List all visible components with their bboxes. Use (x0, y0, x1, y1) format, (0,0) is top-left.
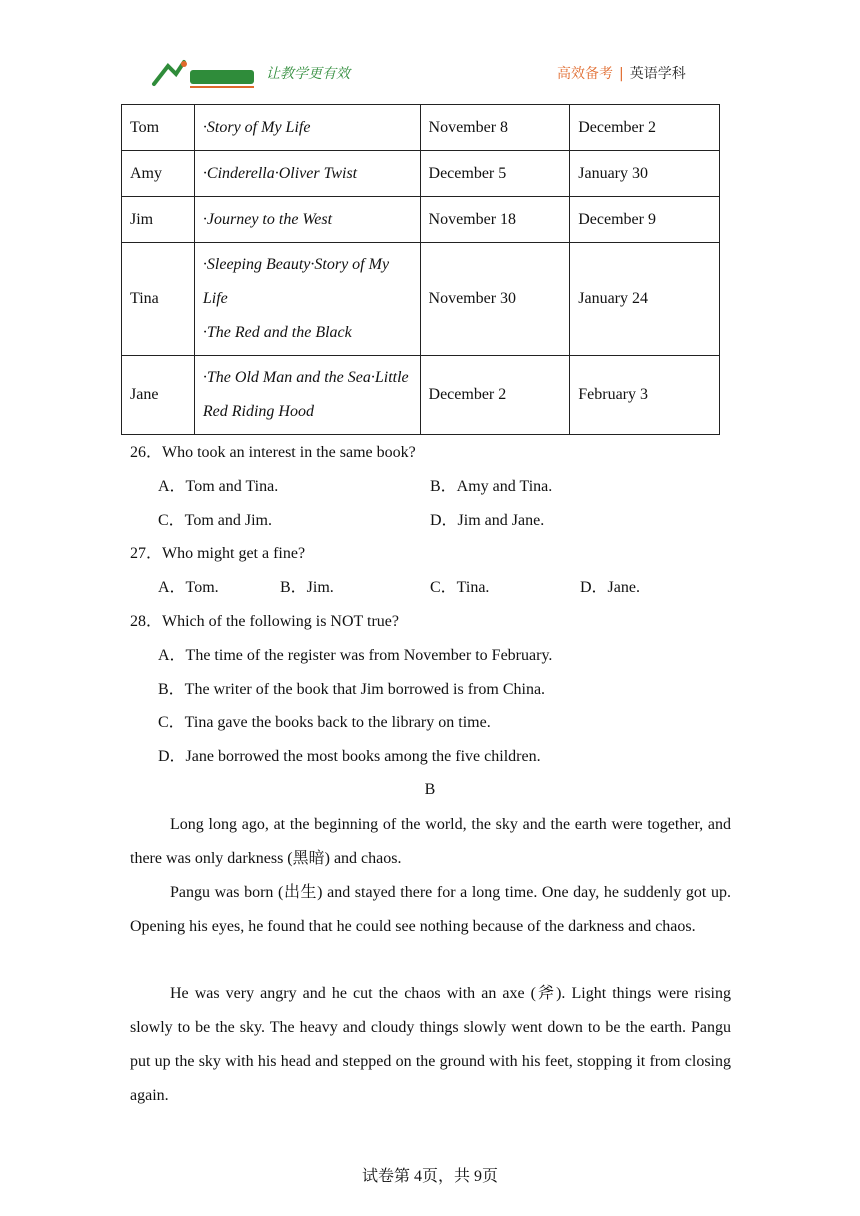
table-cell-name: Jane (122, 356, 195, 435)
table-row (122, 243, 720, 356)
library-loan-table (121, 104, 720, 435)
table-cell-returned: January 24 (570, 243, 720, 356)
book-line: ·Journey to the West (202, 210, 333, 228)
brand-right: 英语学科 (629, 66, 686, 82)
table-cell-returned: December 9 (570, 197, 720, 243)
table-cell-books (194, 151, 420, 197)
table-cell-name: Jim (122, 197, 195, 243)
table-row (122, 105, 720, 151)
question-27-option-b: B．Jim. (280, 579, 334, 596)
table-cell-name: Tina (122, 243, 195, 356)
table-cell-returned: February 3 (570, 356, 720, 435)
question-27-option-c: C．Tina. (430, 579, 490, 596)
page-number: 试卷第 4页，共 9页 (361, 1168, 498, 1185)
question-27-option-a: A．Tom. (158, 579, 219, 596)
header-slogan: 让教学更有效 (266, 66, 350, 82)
question-28-option-d: D．Jane borrowed the most books among the five children. (158, 748, 541, 765)
passage-paragraph-3: He was very angry and he cut the chaos with an axe (斧). Light things were rising slowly to be the sky. The heavy and cloudy things slowly went down to be the earth. Pangu put up the sky with his head and stepped on the ground with his feet, stopping it from closing again. (130, 985, 731, 1104)
table-cell-name: Tom (122, 105, 195, 151)
table-row (122, 197, 720, 243)
question-28-option-b: B．The writer of the book that Jim borrowed is from China. (158, 681, 546, 698)
passage-paragraph-2: Pangu was born (出生) and stayed there for a long time. One day, he suddenly got up. Opening his eyes, he found that he could see nothing because of the darkness and chaos. (130, 884, 731, 935)
table-cell-books (194, 243, 420, 356)
question-28-option-c: C．Tina gave the books back to the library on time. (158, 714, 491, 731)
brand-left: 高效备考 (557, 66, 613, 82)
question-26-option-d: D．Jim and Jane. (430, 512, 545, 529)
table-row (122, 151, 720, 197)
book-line: ·Sleeping Beauty·Story of My Life (202, 256, 390, 307)
table-cell-books (194, 105, 420, 151)
question-26-option-a: A．Tom and Tina. (158, 478, 279, 495)
question-28: 28．Which of the following is NOT true? (130, 613, 399, 630)
table-cell-borrowed: November 8 (420, 105, 570, 151)
brand-separator: | (619, 66, 624, 82)
table-row (122, 356, 720, 435)
question-26-option-b: B．Amy and Tina. (430, 478, 553, 495)
section-title: B (424, 781, 436, 798)
book-line: ·Cinderella·Oliver Twist (202, 164, 358, 182)
table-cell-name: Amy (122, 151, 195, 197)
page-header (0, 0, 860, 100)
question-26: 26．Who took an interest in the same book? (130, 444, 416, 461)
question-27-option-d: D．Jane. (580, 579, 640, 596)
question-26-option-c: C．Tom and Jim. (158, 512, 272, 529)
question-27: 27．Who might get a fine? (130, 545, 306, 562)
table-cell-books (194, 356, 420, 435)
book-line: ·The Old Man and the Sea·Little Red Riding Hood (202, 369, 409, 420)
table-cell-borrowed: December 2 (420, 356, 570, 435)
table-cell-borrowed: December 5 (420, 151, 570, 197)
question-28-option-a: A．The time of the register was from November to February. (158, 647, 553, 664)
logo-icon (150, 56, 260, 92)
book-line: ·Story of My Life (202, 118, 311, 136)
table-cell-borrowed: November 30 (420, 243, 570, 356)
table-cell-borrowed: November 18 (420, 197, 570, 243)
passage-paragraph-1: Long long ago, at the beginning of the world, the sky and the earth were together, and there was only darkness (黑暗) and chaos. (130, 816, 731, 867)
book-line: ·The Red and the Black (202, 324, 352, 341)
header-brand (557, 63, 686, 83)
table-cell-returned: December 2 (570, 105, 720, 151)
table-cell-books (194, 197, 420, 243)
table-cell-returned: January 30 (570, 151, 720, 197)
